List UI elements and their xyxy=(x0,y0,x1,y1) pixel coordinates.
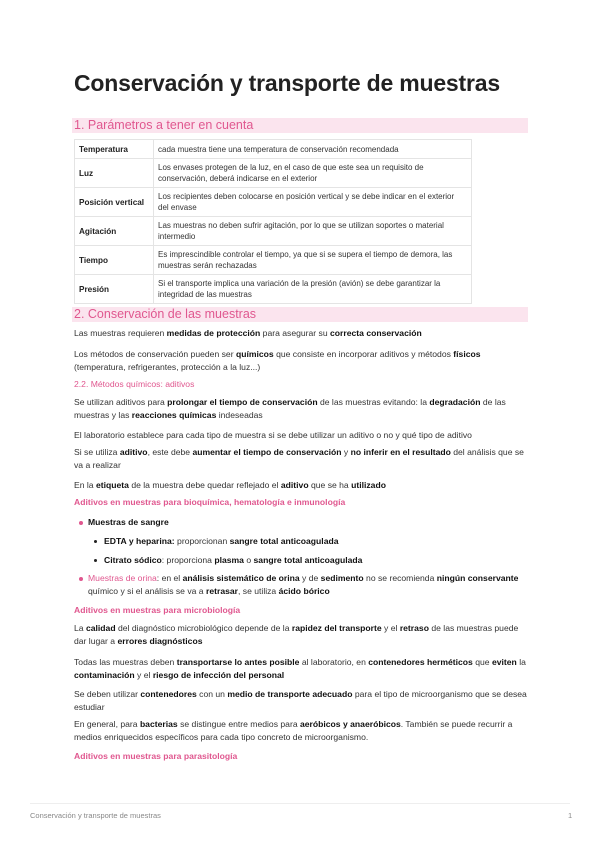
paragraph: Los métodos de conservación pueden ser químicos que consiste en incorporar aditivos y métodos físicos (temperatura, refrigerantes, protección a la luz...) xyxy=(74,349,481,372)
section-heading-conservacion: 2. Conservación de las muestras xyxy=(72,307,528,322)
bullet-icon xyxy=(79,577,83,581)
param-key: Luz xyxy=(75,159,154,188)
param-key: Presión xyxy=(75,275,154,304)
param-value: Si el transporte implica una variación de la presión (avión) se debe garantizar la integridad de las muestras xyxy=(154,275,472,304)
bullet-icon xyxy=(79,521,83,525)
paragraph: En la etiqueta de la muestra debe quedar reflejado el aditivo que se ha utilizado xyxy=(74,480,386,490)
footer-divider xyxy=(30,803,570,804)
paragraph: El laboratorio establece para cada tipo de muestra si se debe utilizar un aditivo o no y qué tipo de aditivo xyxy=(74,430,472,440)
param-value: Las muestras no deben sufrir agitación, por lo que se utilizan soportes o material intermedio xyxy=(154,217,472,246)
page-number: 1 xyxy=(568,811,573,820)
param-key: Temperatura xyxy=(75,140,154,159)
param-value: cada muestra tiene una temperatura de conservación recomendada xyxy=(154,140,472,159)
paragraph: Se utilizan aditivos para prolongar el tiempo de conservación de las muestras evitando: la degradación de las muestras y las reacciones químicas indeseadas xyxy=(74,397,506,420)
subheading-aditivos-bioquimica: Aditivos en muestras para bioquímica, hematología e inmunología xyxy=(74,497,346,507)
param-key: Tiempo xyxy=(75,246,154,275)
subheading-aditivos-microbiologia: Aditivos en muestras para microbiología xyxy=(74,605,241,615)
table-row xyxy=(75,246,472,275)
paragraph: Las muestras requieren medidas de protección para asegurar su correcta conservación xyxy=(74,328,422,338)
subheading-aditivos-parasitologia: Aditivos en muestras para parasitología xyxy=(74,751,238,761)
param-value: Los recipientes deben colocarse en posición vertical y se debe indicar en el exterior del envase xyxy=(154,188,472,217)
paragraph: Todas las muestras deben transportarse lo antes posible al laboratorio, en contenedores herméticos que eviten la contaminación y el riesgo de infección del personal xyxy=(74,657,526,680)
table-row xyxy=(75,188,472,217)
section-heading-parametros: 1. Parámetros a tener en cuenta xyxy=(72,118,528,133)
table-row xyxy=(75,140,472,159)
parameters-table xyxy=(74,139,472,304)
table-row xyxy=(75,217,472,246)
list-item-edta: EDTA y heparina: proporcionan sangre total anticoagulada xyxy=(104,536,339,546)
table-row xyxy=(75,275,472,304)
list-item-sangre: Muestras de sangre xyxy=(88,517,169,527)
bullet-icon xyxy=(94,559,97,562)
list-item-citrato: Citrato sódico: proporciona plasma o sangre total anticoagulada xyxy=(104,555,363,565)
table-row xyxy=(75,159,472,188)
subheading-metodos-quimicos: 2.2. Métodos químicos: aditivos xyxy=(74,379,195,389)
param-value: Los envases protegen de la luz, en el caso de que este sea un requisito de conservación, deberá indicarse en el exterior xyxy=(154,159,472,188)
page-title: Conservación y transporte de muestras xyxy=(74,70,500,96)
footer-title: Conservación y transporte de muestras xyxy=(30,811,161,820)
paragraph: Se deben utilizar contenedores con un medio de transporte adecuado para el tipo de microorganismo que se desea estudiar xyxy=(74,689,527,712)
param-key: Posición vertical xyxy=(75,188,154,217)
param-value: Es imprescindible controlar el tiempo, ya que si se supera el tiempo de demora, las muestras serán rechazadas xyxy=(154,246,472,275)
paragraph: La calidad del diagnóstico microbiológico depende de la rapidez del transporte y el retraso de las muestras puede dar lugar a errores diagnósticos xyxy=(74,623,519,646)
list-item-orina: Muestras de orina: en el análisis sistemático de orina y de sedimento no se recomienda ningún conservante químico y si el análisis se va a retrasar, se utiliza ácido bórico xyxy=(88,573,519,596)
paragraph: Si se utiliza aditivo, este debe aumentar el tiempo de conservación y no inferir en el resultado del análisis que se va a realizar xyxy=(74,447,524,470)
bullet-icon xyxy=(94,540,97,543)
paragraph: En general, para bacterias se distingue entre medios para aeróbicos y anaeróbicos. También se puede recurrir a medios enriquecidos específicos para cada tipo concreto de microorganismo. xyxy=(74,719,513,742)
param-key: Agitación xyxy=(75,217,154,246)
